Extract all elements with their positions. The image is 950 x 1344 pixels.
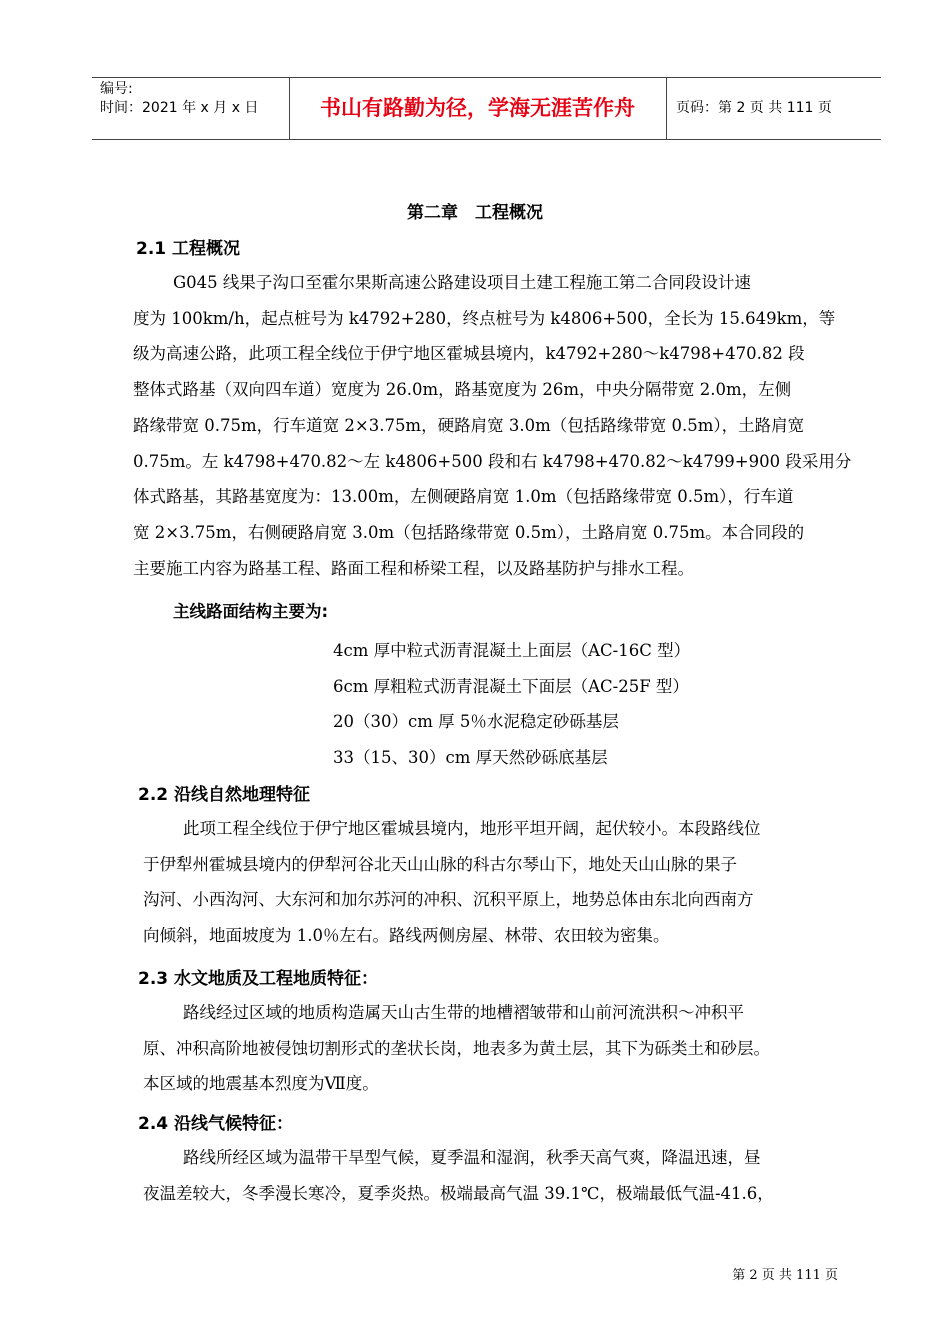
pavement-layer: 4cm 厚中粒式沥青混凝土上面层（AC-16C 型） bbox=[333, 641, 691, 660]
paragraph-line: 体式路基，其路基宽度为：13.00m，左侧硬路肩宽 1.0m（包括路缘带宽 0.5m），行车道 bbox=[133, 487, 794, 507]
pavement-layer: 33（15、30）cm 厚天然砂砾底基层 bbox=[333, 748, 608, 767]
paragraph-line: G045 线果子沟口至霍尔果斯高速公路建设项目土建工程施工第二合同段设计速 bbox=[173, 273, 751, 292]
section-title-2-3: 2.3 水文地质及工程地质特征： bbox=[138, 969, 379, 989]
time-label: 时间：2021 年 x 月 x 日 bbox=[100, 100, 259, 116]
chapter-title: 第二章 工程概况 bbox=[407, 203, 543, 223]
paragraph-line: 0.75m。左 k4798+470.82～左 k4806+500 段和右 k4798+470.82～k4799+900 段采用分 bbox=[133, 451, 852, 471]
paragraph-line: 沟河、小西沟河、大东河和加尔苏河的冲积、沉积平原上，地势总体由东北向西南方 bbox=[143, 890, 754, 910]
pavement-layer: 6cm 厚粗粒式沥青混凝土下面层（AC-25F 型） bbox=[333, 677, 689, 696]
paragraph-line: 整体式路基（双向四车道）宽度为 26.0m，路基宽度为 26m，中央分隔带宽 2.0m，左侧 bbox=[133, 380, 792, 400]
header-meta bbox=[100, 80, 258, 118]
paragraph-line: 原、冲积高阶地被侵蚀切割形式的垄状长岗，地表多为黄土层，其下为砾类土和砂层。 bbox=[143, 1038, 770, 1058]
paragraph-line: 主要施工内容为路基工程、路面工程和桥梁工程，以及路基防护与排水工程。 bbox=[133, 558, 694, 578]
paragraph-line: 向倾斜，地面坡度为 1.0％左右。路线两侧房屋、林带、农田较为密集。 bbox=[143, 926, 670, 946]
pavement-layer: 20（30）cm 厚 5％水泥稳定砂砾基层 bbox=[333, 712, 619, 731]
paragraph-line: 宽 2×3.75m，右侧硬路肩宽 3.0m（包括路缘带宽 0.5m），土路肩宽 0.75m。本合同段的 bbox=[133, 522, 805, 542]
paragraph-line: 本区域的地震基本烈度为Ⅶ度。 bbox=[143, 1074, 379, 1094]
paragraph-line: 路缘带宽 0.75m，行车道宽 2×3.75m，硬路肩宽 3.0m（包括路缘带宽 0.5m），土路肩宽 bbox=[133, 415, 805, 435]
section-2-1-paragraph bbox=[133, 265, 852, 586]
header-divider bbox=[666, 78, 667, 139]
paragraph-line: 级为高速公路，此项工程全线位于伊宁地区霍城县境内，k4792+280～k4798+470.82 段 bbox=[133, 344, 805, 364]
paragraph-line: 度为 100km/h，起点桩号为 k4792+280，终点桩号为 k4806+500，全长为 15.649km，等 bbox=[133, 308, 836, 328]
section-title-2-4: 2.4 沿线气候特征： bbox=[138, 1114, 294, 1134]
page-header bbox=[92, 77, 881, 140]
pavement-structure-title: 主线路面结构主要为: bbox=[173, 602, 329, 621]
paragraph-line: 路线经过区域的地质构造属天山古生带的地槽褶皱带和山前河流洪积～冲积平 bbox=[183, 1003, 744, 1022]
page-footer: 第 2 页 共 111 页 bbox=[732, 1268, 838, 1283]
header-page-label: 页码：第 2 页 共 111 页 bbox=[676, 100, 832, 116]
section-2-2-paragraph bbox=[143, 811, 840, 954]
section-2-4-paragraph bbox=[143, 1140, 840, 1211]
paragraph-line: 路线所经区域为温带干旱型气候，夏季温和湿润，秋季天高气爽，降温迅速，昼 bbox=[183, 1148, 761, 1167]
paragraph-line: 于伊犁州霍城县境内的伊犁河谷北天山山脉的科古尔琴山下，地处天山山脉的果子 bbox=[143, 854, 737, 874]
section-title-2-2: 2.2 沿线自然地理特征 bbox=[138, 785, 311, 805]
section-title-2-1: 2.1 工程概况 bbox=[136, 239, 241, 259]
serial-label: 编号: bbox=[100, 81, 133, 97]
paragraph-line: 此项工程全线位于伊宁地区霍城县境内，地形平坦开阔，起伏较小。本段路线位 bbox=[183, 819, 761, 838]
header-motto: 书山有路勤为径，学海无涯苦作舟 bbox=[320, 96, 635, 120]
paragraph-line: 夜温差较大，冬季漫长寒冷，夏季炎热。极端最高气温 39.1℃，极端最低气温-41.6， bbox=[143, 1183, 774, 1203]
section-2-3-paragraph bbox=[143, 995, 850, 1102]
